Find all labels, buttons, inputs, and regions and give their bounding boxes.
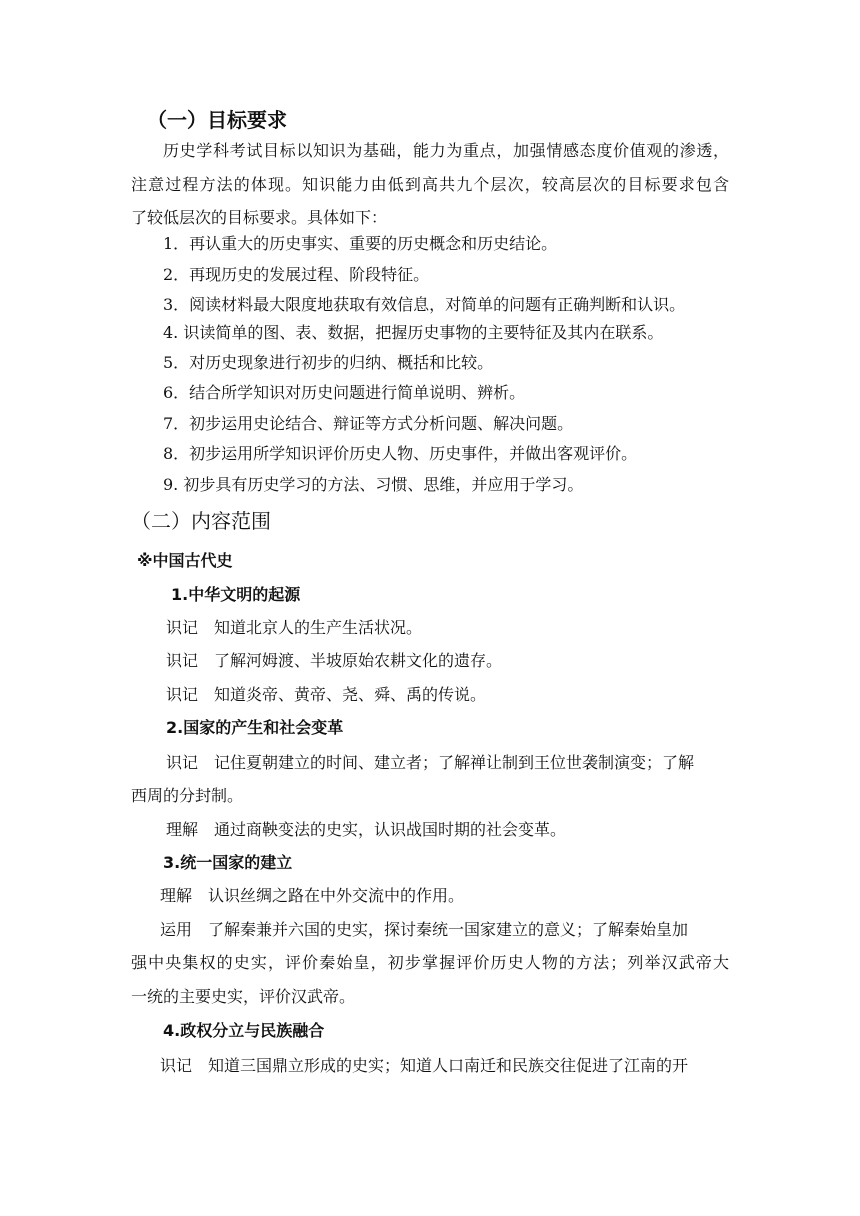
entry-text: 通过商鞅变法的史实，认识战国时期的社会变革。 (214, 820, 567, 839)
topic2-entry-1-line-2: 西周的分封制。 (131, 786, 244, 805)
level-tag: 识记 (160, 1056, 193, 1075)
topic-title-1: 1.中华文明的起源 (171, 585, 301, 604)
goal-item-1: 1．再认重大的历史事实、重要的历史概念和历史结论。 (163, 234, 558, 253)
topic2-entry-1-line-1 (166, 755, 729, 771)
goal-item-3: 3．阅读材料最大限度地获取有效信息，对简单的问题有正确判断和认识。 (163, 295, 686, 314)
section-heading-scope: （二）内容范围 (131, 509, 271, 533)
topic-title-2: 2.国家的产生和社会变革 (166, 718, 344, 737)
topic1-entry-1 (166, 620, 422, 636)
level-tag: 理解 (166, 820, 199, 839)
goal-item-7: 7．初步运用史论结合、辩证等方式分析问题、解决问题。 (163, 414, 574, 433)
topic3-entry-2-line-3: 一统的主要史实，评价汉武帝。 (131, 987, 356, 1006)
topic3-entry-1 (160, 888, 464, 904)
level-tag: 识记 (166, 618, 199, 637)
entry-text: 了解秦兼并六国的史实，探讨秦统一国家建立的意义；了解秦始皇加 (208, 920, 689, 939)
entry-text: 了解河姆渡、半坡原始农耕文化的遗存。 (214, 651, 503, 670)
intro-line-3: 了较低层次的目标要求。具体如下： (131, 208, 388, 227)
level-tag: 运用 (160, 920, 193, 939)
topic2-entry-2 (166, 822, 566, 838)
subheading-ancient-china: ※中国古代史 (137, 551, 233, 570)
level-tag: 识记 (166, 685, 199, 704)
topic-title-3: 3.统一国家的建立 (163, 853, 293, 872)
topic-title-4: 4.政权分立与民族融合 (163, 1021, 325, 1040)
topic3-entry-2-line-1 (160, 922, 688, 938)
goal-item-8: 8．初步运用所学知识评价历史人物、历史事件，并做出客观评价。 (163, 444, 638, 463)
goal-item-2: 2．再现历史的发展过程、阶段特征。 (163, 265, 430, 284)
intro-line-2: 注意过程方法的体现。知识能力由低到高共九个层次，较高层次的目标要求包含 (131, 175, 729, 194)
section-heading-goals: （一）目标要求 (147, 108, 287, 132)
topic3-entry-2-line-2: 强中央集权的史实，评价秦始皇，初步掌握评价历史人物的方法；列举汉武帝大 (131, 953, 729, 972)
goal-item-5: 5．对历史现象进行初步的归纳、概括和比较。 (163, 353, 494, 372)
topic1-entry-3 (166, 687, 486, 703)
level-tag: 识记 (166, 753, 199, 772)
topic1-entry-2 (166, 653, 502, 669)
topic4-entry-1-line-1 (160, 1058, 688, 1074)
entry-text: 知道北京人的生产生活状况。 (214, 618, 423, 637)
entry-text: 认识丝绸之路在中外交流中的作用。 (208, 886, 465, 905)
entry-text: 知道三国鼎立形成的史实；知道人口南迁和民族交往促进了江南的开 (208, 1056, 689, 1075)
level-tag: 识记 (166, 651, 199, 670)
goal-item-9: 9. 初步具有历史学习的方法、习惯、思维，并应用于学习。 (163, 475, 584, 494)
intro-line-1: 历史学科考试目标以知识为基础，能力为重点，加强情感态度价值观的渗透， (163, 141, 729, 160)
goal-item-4: 4. 识读简单的图、表、数据，把握历史事物的主要特征及其内在联系。 (163, 323, 664, 342)
entry-text: 记住夏朝建立的时间、建立者；了解禅让制到王位世袭制演变；了解 (214, 753, 695, 772)
goal-item-6: 6．结合所学知识对历史问题进行简单说明、辨析。 (163, 383, 526, 402)
entry-text: 知道炎帝、黄帝、尧、舜、禹的传说。 (214, 685, 487, 704)
level-tag: 理解 (160, 886, 193, 905)
